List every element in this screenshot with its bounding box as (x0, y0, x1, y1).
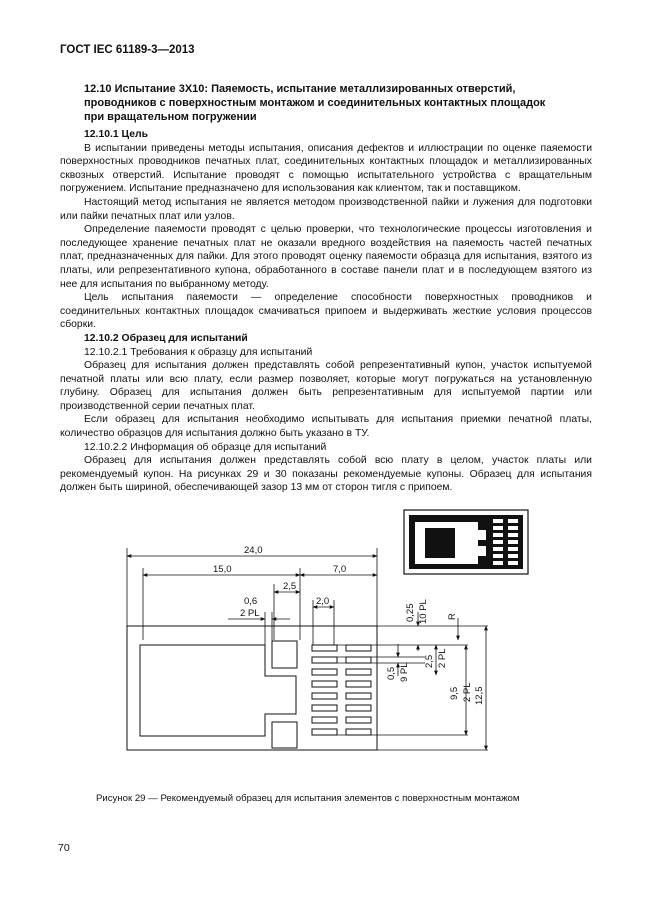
paragraph: Настоящий метод испытания не является методом производственной пайки и лужения для подготовки или пайки печатных плат или узлов. (60, 196, 592, 222)
dim-pad-height-pl-label: 2 PL (437, 648, 448, 668)
section-heading-line: проводников с поверхностным монтажом и соединительных контактных площадок (84, 97, 546, 109)
dim-inner-label: 9,5 (449, 686, 460, 700)
coupon-figure (0, 500, 646, 800)
section-heading-line: 12.10 Испытание 3X10: Паяемость, испытание металлизированных отверстий, (84, 83, 516, 95)
paragraph: В испытании приведены методы испытания, описания дефектов и иллюстрации по оценке паяемости поверхностных проводников печатных плат, соединительных контактных площадок и металлизированных сквозных отверстий. Испытание проводят с помощью испытательного устройства с вращательным погружением. Испытание предназначено для использования как клиентом, так и поставщиком. (60, 142, 592, 195)
paragraph: Определение паяемости проводят с целью проверки, что технологические процессы изготовления и последующее хранение печатных плат не оказали вредного воздействия на паяемость частей печатных плат, предназначенных для пайки. Для этого проводят оценку паяемости образца для испытания, взятого из платы, или репрезентативного купона, обработанного в составе панели плат и в последующем взятого из нее для испытания по выбранному методу. (60, 224, 592, 290)
document-header: ГОСТ IEC 61189-3—2013 (60, 44, 195, 56)
dim-top-pl-label: 10 PL (418, 599, 429, 624)
paragraph: Образец для испытания должен представлять собой всю плату в целом, участок платы или рекомендуемый купон. На рисунках 29 и 30 показаны рекомендуемые купоны. Образец для испытания должен быть шириной, обеспечивающей зазор 13 мм от сторон тигля с припоем. (60, 455, 592, 494)
dim-right-label: 7,0 (333, 564, 347, 575)
dim-inner-pl-label: 2 PL (462, 682, 473, 702)
dim-left-label: 15,0 (213, 564, 232, 575)
dim-pad-width-label: 2,0 (316, 596, 330, 607)
dim-radius-label: R (447, 613, 458, 620)
dim-pad-height-label: 2,5 (424, 654, 435, 668)
paragraph: Цель испытания паяемости — определение способности поверхностных проводников и соединительных контактных площадок смачиваться припоем и выдерживать жесткие условия процессов сборки. (60, 292, 592, 331)
dim-total-label: 24,0 (244, 545, 263, 556)
dim-height-label: 12,5 (474, 686, 485, 705)
dim-top-space-label: 0,25 (405, 603, 416, 622)
dim-pitch-label: 0,5 (386, 666, 397, 680)
subsubsection-heading: 12.10.2.1 Требования к образцу для испытаний (84, 346, 313, 358)
section-heading (84, 82, 584, 124)
dim-trace-pl-label: 2 PL (240, 608, 260, 619)
section-heading-line: при вращательном погружении (84, 111, 257, 123)
body-text (60, 128, 592, 495)
dim-pitch-pl-label: 9 PL (399, 662, 410, 682)
coupon-thumbnail (404, 510, 528, 574)
dim-trace-label: 0,6 (244, 596, 258, 607)
paragraph: Если образец для испытания необходимо испытывать для испытания приемки печатной платы, количество образцов для испытания должно быть указано в ТУ. (60, 414, 592, 440)
paragraph: Образец для испытания должен представлять собой репрезентативный купон, участок испытуемой печатной платы или всю плату, если размер позволяет, которые могут погружаться на установленную глубину. Образец для испытания должен быть репрезентативным для испытуемой партии или производственной серии печатных плат. (60, 360, 592, 412)
subsection-sample-heading: 12.10.2 Образец для испытаний (84, 332, 248, 344)
page-number: 70 (58, 842, 70, 854)
figure-caption: Рисунок 29 — Рекомендуемый образец для испытания элементов с поверхностным монтажом (96, 793, 520, 804)
subsection-goal-heading: 12.10.1 Цель (84, 129, 149, 140)
dim-gap-label: 2,5 (283, 581, 297, 592)
subsubsection-heading: 12.10.2.2 Информация об образце для испытаний (84, 441, 327, 453)
dimension-lines (127, 548, 488, 750)
